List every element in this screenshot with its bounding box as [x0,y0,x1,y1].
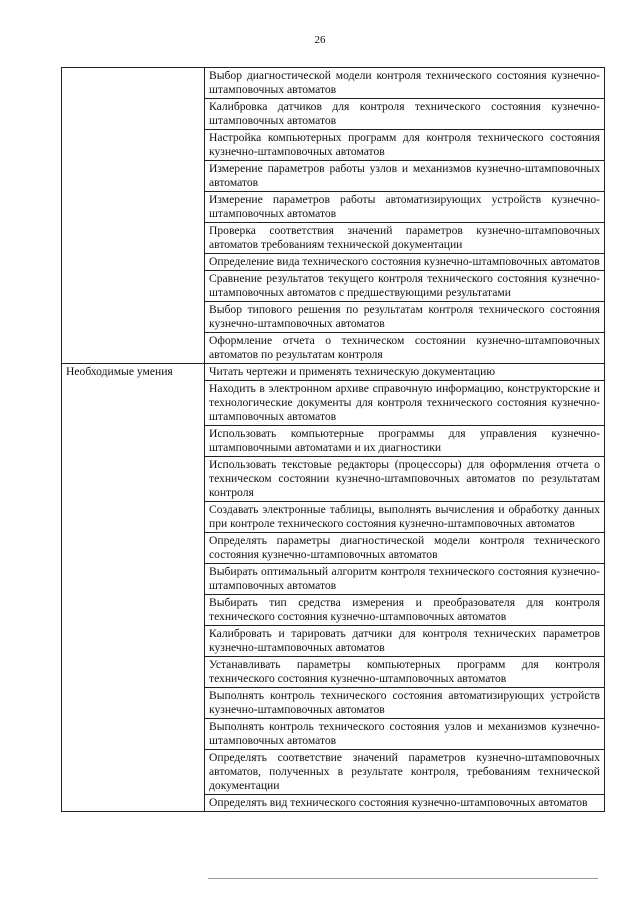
action-cell: Проверка соответствия значений параметров кузнечно-штамповочных автоматов требованиям технической документации [205,223,605,254]
table-row [62,364,605,381]
skill-cell: Находить в электронном архиве справочную информацию, конструкторские и технологические документы для контроля технического состояния кузнечно-штамповочных автоматов [205,381,605,426]
action-cell: Определение вида технического состояния кузнечно-штамповочных автоматов [205,254,605,271]
action-cell: Выбор диагностической модели контроля технического состояния кузнечно-штамповочных автоматов [205,68,605,99]
skill-cell: Устанавливать параметры компьютерных программ для контроля технического состояния кузнечно-штамповочных автоматов [205,657,605,688]
action-cell: Выбор типового решения по результатам контроля технического состояния кузнечно-штамповочных автоматов [205,302,605,333]
action-cell: Измерение параметров работы автоматизирующих устройств кузнечно-штамповочных автоматов [205,192,605,223]
skill-cell: Калибровать и тарировать датчики для контроля технических параметров кузнечно-штамповочных автоматов [205,626,605,657]
requirements-table [61,67,605,812]
action-cell: Измерение параметров работы узлов и механизмов кузнечно-штамповочных автоматов [205,161,605,192]
skill-cell: Определять параметры диагностической модели контроля технического состояния кузнечно-штамповочных автоматов [205,533,605,564]
table-row [62,68,605,99]
skill-cell: Создавать электронные таблицы, выполнять вычисления и обработку данных при контроле технического состояния кузнечно-штамповочных автоматов [205,502,605,533]
skill-cell: Определять соответствие значений параметров кузнечно-штамповочных автоматов, полученных в результате контроля, требованиям технической документации [205,750,605,795]
action-cell: Сравнение результатов текущего контроля технического состояния кузнечно-штамповочных автоматов с предшествующими результатами [205,271,605,302]
skill-cell: Выбирать тип средства измерения и преобразователя для контроля технического состояния кузнечно-штамповочных автоматов [205,595,605,626]
action-cell: Калибровка датчиков для контроля технического состояния кузнечно-штамповочных автоматов [205,99,605,130]
action-cell: Оформление отчета о техническом состоянии кузнечно-штамповочных автоматов по результатам контроля [205,333,605,364]
skill-cell: Использовать текстовые редакторы (процессоры) для оформления отчета о техническом состоянии кузнечно-штамповочных автоматов по результатам контроля [205,457,605,502]
page-number: 26 [314,34,326,46]
skill-cell: Выполнять контроль технического состояния автоматизирующих устройств кузнечно-штамповочных автоматов [205,688,605,719]
section-title-cell: Необходимые умения [62,364,205,812]
skill-cell: Читать чертежи и применять техническую документацию [205,364,605,381]
skill-cell: Определять вид технического состояния кузнечно-штамповочных автоматов [205,795,605,812]
bottom-divider [208,878,598,879]
action-cell: Настройка компьютерных программ для контроля технического состояния кузнечно-штамповочных автоматов [205,130,605,161]
empty-left-cell [62,68,205,364]
skill-cell: Выполнять контроль технического состояния узлов и механизмов кузнечно-штамповочных автоматов [205,719,605,750]
skill-cell: Использовать компьютерные программы для управления кузнечно-штамповочными автоматами и их диагностики [205,426,605,457]
skill-cell: Выбирать оптимальный алгоритм контроля технического состояния кузнечно-штамповочных автоматов [205,564,605,595]
